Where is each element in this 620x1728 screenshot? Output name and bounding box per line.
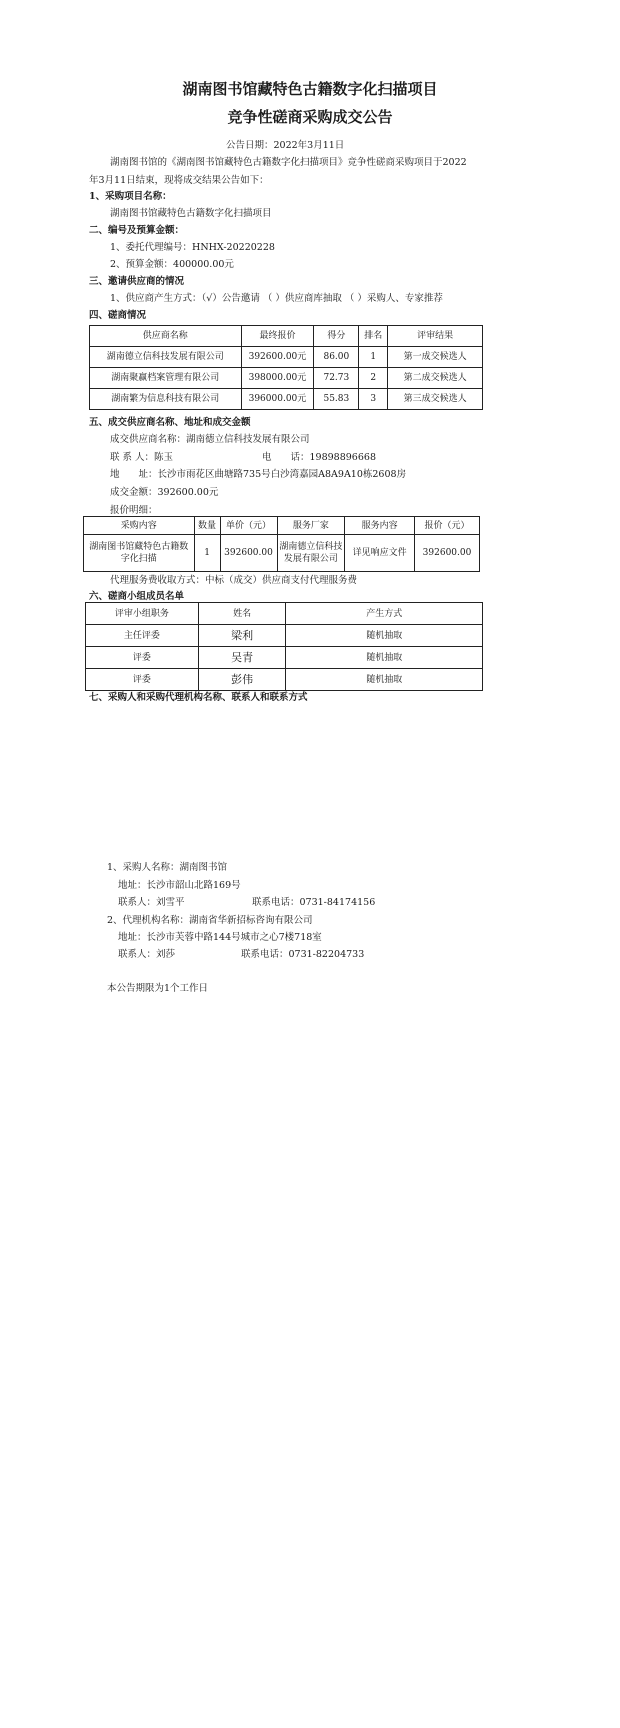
agency-address: 地址：长沙市芙蓉中路144号城市之心7楼718室 — [118, 932, 322, 943]
table-cell: 彭伟 — [198, 669, 286, 691]
budget-amount: 2、预算金额：400000.00元 — [110, 259, 234, 270]
service-maker-line-2: 发展有限公司 — [283, 554, 338, 564]
table-cell: 主任评委 — [86, 625, 199, 647]
header-cell: 得分 — [314, 326, 359, 347]
table-cell: 随机抽取 — [286, 625, 483, 647]
section-5-heading: 五、成交供应商名称、地址和成交金额 — [89, 417, 251, 428]
table-cell: 86.00 — [314, 347, 359, 368]
section-3-heading: 三、邀请供应商的情况 — [89, 276, 185, 287]
table-cell — [84, 535, 195, 572]
supplier-address: 地 址：长沙市雨花区曲塘路735号白沙湾嘉园A8A9A10栋2608房 — [110, 469, 407, 480]
agency-phone: 联系电话：0731-82204733 — [241, 949, 365, 960]
header-cell: 评审结果 — [388, 326, 483, 347]
section-1-heading: 1、采购项目名称： — [89, 191, 172, 202]
panel-members-table — [85, 602, 483, 691]
project-name: 湖南图书馆藏特色古籍数字化扫描项目 — [110, 208, 272, 219]
table-cell: 随机抽取 — [286, 647, 483, 669]
table-row — [90, 347, 483, 368]
section-2-heading: 二、编号及预算金额： — [89, 225, 185, 236]
table-header-row — [90, 326, 483, 347]
table-header-row — [84, 517, 480, 535]
buyer-address: 地址：长沙市韶山北路169号 — [118, 880, 241, 891]
intro-line-2: 年3月11日结束，现将成交结果公告如下： — [89, 175, 269, 186]
table-cell: 湖南聚赢档案管理有限公司 — [90, 368, 242, 389]
announcement-date: 公告日期：2022年3月11日 — [226, 140, 345, 151]
table-cell: 评委 — [86, 669, 199, 691]
section-4-heading: 四、磋商情况 — [89, 310, 147, 321]
table-cell: 3 — [359, 389, 388, 410]
table-row — [90, 368, 483, 389]
header-cell: 采购内容 — [84, 517, 195, 535]
header-cell: 数量 — [194, 517, 220, 535]
header-cell: 供应商名称 — [90, 326, 242, 347]
title-line-2: 竞争性磋商采购成交公告 — [227, 108, 393, 126]
table-cell: 72.73 — [314, 368, 359, 389]
buyer-phone: 联系电话：0731-84174156 — [252, 897, 376, 908]
header-cell: 最终报价 — [241, 326, 314, 347]
price-detail-label: 报价明细： — [110, 505, 158, 516]
winning-amount: 成交金额：392600.00元 — [110, 487, 219, 498]
agency-name: 2、代理机构名称：湖南省华新招标咨询有限公司 — [107, 915, 313, 926]
announcement-period: 本公告期限为1个工作日 — [107, 983, 209, 994]
table-cell: 392600.00 — [415, 535, 480, 572]
table-cell: 392600.00元 — [241, 347, 314, 368]
table-cell: 396000.00元 — [241, 389, 314, 410]
agency-fee-method: 代理服务费收取方式：中标（成交）供应商支付代理服务费 — [110, 575, 358, 586]
table-row — [86, 669, 483, 691]
buyer-name: 1、采购人名称：湖南图书馆 — [107, 862, 228, 873]
table-cell: 1 — [194, 535, 220, 572]
header-cell: 产生方式 — [286, 603, 483, 625]
header-cell: 姓名 — [198, 603, 286, 625]
service-maker-line-1: 湖南德立信科技 — [279, 542, 343, 552]
table-row — [90, 389, 483, 410]
agency-code: 1、委托代理编号：HNHX-20220228 — [110, 242, 275, 253]
table-row — [86, 647, 483, 669]
header-cell: 报价（元） — [415, 517, 480, 535]
table-row — [84, 535, 480, 572]
supplier-method: 1、供应商产生方式：（√）公告邀请 （ ）供应商库抽取 （ ）采购人、专家推荐 — [110, 293, 443, 304]
agency-contact: 联系人：刘莎 — [118, 949, 176, 960]
header-cell: 服务内容 — [345, 517, 415, 535]
header-cell: 单价（元） — [220, 517, 277, 535]
procurement-content-line-2: 字化扫描 — [120, 554, 157, 564]
intro-line-1: 湖南图书馆的《湖南图书馆藏特色古籍数字化扫描项目》竞争性磋商采购项目于2022 — [110, 157, 467, 168]
table-cell: 1 — [359, 347, 388, 368]
table-cell: 吴青 — [198, 647, 286, 669]
table-cell — [277, 535, 345, 572]
table-cell: 第一成交候选人 — [388, 347, 483, 368]
title-line-1: 湖南图书馆藏特色古籍数字化扫描项目 — [182, 80, 438, 98]
consultation-table — [89, 325, 483, 410]
buyer-contact: 联系人：刘雪平 — [118, 897, 185, 908]
price-detail-table — [83, 516, 480, 572]
section-6-heading: 六、磋商小组成员名单 — [89, 591, 185, 602]
header-cell: 服务厂家 — [277, 517, 345, 535]
winning-supplier: 成交供应商名称：湖南德立信科技发展有限公司 — [110, 434, 310, 445]
table-cell: 2 — [359, 368, 388, 389]
table-cell: 湖南繁为信息科技有限公司 — [90, 389, 242, 410]
header-cell: 排名 — [359, 326, 388, 347]
section-7-heading: 七、采购人和采购代理机构名称、联系人和联系方式 — [89, 692, 308, 703]
table-row — [86, 625, 483, 647]
header-cell: 评审小组职务 — [86, 603, 199, 625]
table-cell: 398000.00元 — [241, 368, 314, 389]
table-cell: 第三成交候选人 — [388, 389, 483, 410]
table-cell: 湖南德立信科技发展有限公司 — [90, 347, 242, 368]
procurement-content-line-1: 湖南图书馆藏特色古籍数 — [89, 542, 189, 552]
supplier-contact: 联 系 人：陈玉 — [110, 452, 174, 463]
table-cell: 详见响应文件 — [345, 535, 415, 572]
table-cell: 随机抽取 — [286, 669, 483, 691]
table-cell: 392600.00 — [220, 535, 277, 572]
table-header-row — [86, 603, 483, 625]
table-cell: 55.83 — [314, 389, 359, 410]
table-cell: 第二成交候选人 — [388, 368, 483, 389]
table-cell: 梁利 — [198, 625, 286, 647]
table-cell: 评委 — [86, 647, 199, 669]
supplier-phone: 电 话：19898896668 — [262, 452, 376, 463]
